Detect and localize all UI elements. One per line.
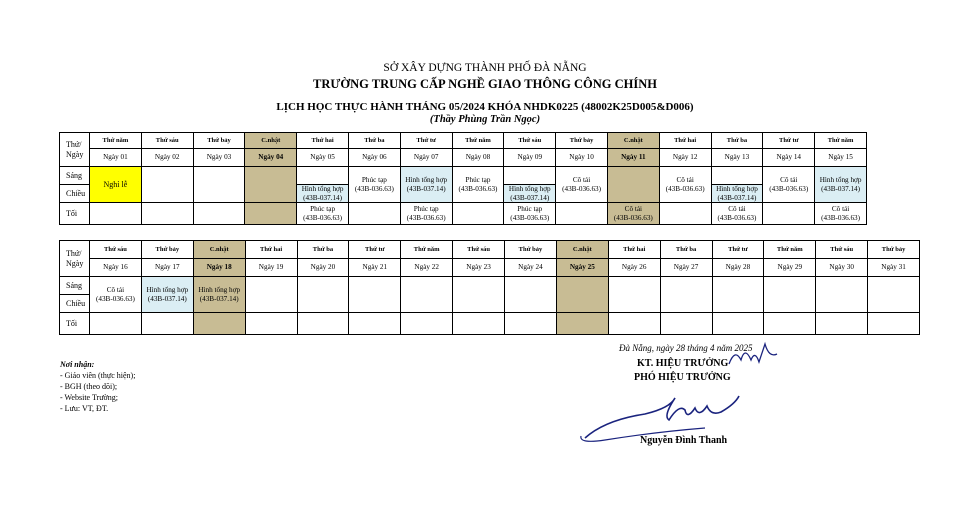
- weekday-cell: Thứ hai: [659, 133, 711, 149]
- session-cell: Cô tải (43B-036.63): [711, 203, 763, 225]
- schedule-cell: [556, 203, 608, 225]
- weekday-cell: Thứ năm: [452, 133, 504, 149]
- schedule-cell: [816, 277, 868, 313]
- weekday-cell: Thứ tư: [763, 133, 815, 149]
- day-cell: Ngày 30: [816, 259, 868, 277]
- schedule-cell: [868, 277, 920, 313]
- schedule-cell: [90, 313, 142, 335]
- weekday-cell: Thứ hai: [297, 133, 349, 149]
- holiday-cell: Nghỉ lễ: [90, 167, 142, 203]
- recipients-block: [60, 359, 135, 414]
- day-cell: Ngày 08: [452, 149, 504, 167]
- signer-name: Nguyễn Đình Thanh: [640, 435, 728, 446]
- schedule-cell: [452, 203, 504, 225]
- session-cell: Cô tải (43B-036.63): [763, 167, 815, 203]
- day-cell: Ngày 21: [349, 259, 401, 277]
- schedule-cell: [297, 277, 349, 313]
- row-label-afternoon: Chiều: [60, 185, 90, 203]
- weekday-cell: Thứ bảy: [868, 241, 920, 259]
- weekday-cell: Thứ sáu: [90, 241, 142, 259]
- day-cell: Ngày 06: [348, 149, 400, 167]
- weekday-cell: Thứ sáu: [141, 133, 193, 149]
- weekday-cell: Thứ năm: [815, 133, 867, 149]
- session-cell: Hình tổng hợp (43B-037.14): [504, 185, 556, 203]
- session-cell: Hình tổng hợp (43B-037.14): [141, 277, 193, 313]
- schedule-cell: [816, 313, 868, 335]
- session-cell: Hình tổng hợp (43B-037.14): [400, 167, 452, 203]
- session-cell: Hình tổng hợp (43B-037.14): [193, 277, 245, 313]
- day-cell: Ngày 10: [556, 149, 608, 167]
- school-name: TRƯỜNG TRUNG CẤP NGHỀ GIAO THÔNG CÔNG CHÍNH: [313, 77, 657, 91]
- session-cell: Phúc tạp (43B-036.63): [452, 167, 504, 203]
- row-label-afternoon: Chiều: [60, 295, 90, 313]
- weekday-cell: Thứ ba: [660, 241, 712, 259]
- session-cell: Phúc tạp (43B-036.63): [348, 167, 400, 203]
- row-label-day: Thứ/ Ngày: [60, 133, 90, 167]
- weekday-cell: Thứ tư: [712, 241, 764, 259]
- session-cell: Phúc tạp (43B-036.63): [297, 203, 349, 225]
- schedule-cell: [711, 167, 763, 185]
- weekday-cell: Thứ hai: [608, 241, 660, 259]
- session-cell: Hình tổng hợp (43B-037.14): [711, 185, 763, 203]
- day-cell: Ngày 13: [711, 149, 763, 167]
- schedule-cell: [245, 313, 297, 335]
- schedule-cell: [90, 203, 142, 225]
- weekday-cell: Thứ ba: [711, 133, 763, 149]
- schedule-cell: [453, 277, 505, 313]
- day-cell: Ngày 26: [608, 259, 660, 277]
- weekday-cell: Thứ tư: [400, 133, 452, 149]
- schedule-cell: [660, 313, 712, 335]
- day-cell: Ngày 04: [245, 149, 297, 167]
- schedule-cell: [608, 277, 660, 313]
- schedule-cell: [401, 313, 453, 335]
- session-cell: Hình tổng hợp (43B-037.14): [815, 167, 867, 203]
- weekday-cell: Thứ bảy: [141, 241, 193, 259]
- schedule-cell: [505, 313, 557, 335]
- schedule-cell: [712, 313, 764, 335]
- weekday-cell: Thứ sáu: [453, 241, 505, 259]
- schedule-cell: [453, 313, 505, 335]
- day-cell: Ngày 17: [141, 259, 193, 277]
- day-cell: Ngày 07: [400, 149, 452, 167]
- initial-mark: [725, 340, 785, 372]
- day-cell: Ngày 11: [607, 149, 659, 167]
- session-cell: Cô tải (43B-036.63): [659, 167, 711, 203]
- schedule-cell: [401, 277, 453, 313]
- schedule-title: LỊCH HỌC THỰC HÀNH THÁNG 05/2024 KHÓA NHDK0225 (48002K25D005&D006): [276, 101, 694, 113]
- day-cell: Ngày 14: [763, 149, 815, 167]
- department-name: SỞ XÂY DỰNG THÀNH PHỐ ĐÀ NẴNG: [383, 62, 587, 74]
- session-cell: Phúc tạp (43B-036.63): [400, 203, 452, 225]
- day-cell: Ngày 22: [401, 259, 453, 277]
- weekday-cell: Thứ bảy: [193, 133, 245, 149]
- schedule-cell: [193, 167, 245, 203]
- schedule-table-2: [59, 240, 920, 335]
- schedule-cell: [348, 203, 400, 225]
- weekday-cell: Thứ tư: [349, 241, 401, 259]
- day-cell: Ngày 01: [90, 149, 142, 167]
- row-label-day: Thứ/ Ngày: [60, 241, 90, 277]
- weekday-cell: C.nhật: [556, 241, 608, 259]
- weekday-cell: Thứ năm: [90, 133, 142, 149]
- day-cell: Ngày 23: [453, 259, 505, 277]
- schedule-cell: [297, 313, 349, 335]
- schedule-cell: [764, 313, 816, 335]
- session-cell: Cô tải (43B-036.63): [90, 277, 142, 313]
- weekday-cell: C.nhật: [193, 241, 245, 259]
- teacher-name: (Thầy Phùng Trần Ngọc): [429, 114, 541, 125]
- place-date: Đà Nẵng, ngày 28 tháng 4 năm 2025: [619, 343, 753, 353]
- day-cell: Ngày 28: [712, 259, 764, 277]
- row-label-morning: Sáng: [60, 167, 90, 185]
- weekday-cell: Thứ năm: [401, 241, 453, 259]
- day-cell: Ngày 24: [505, 259, 557, 277]
- day-cell: Ngày 03: [193, 149, 245, 167]
- schedule-cell: [712, 277, 764, 313]
- recipients-title: Nơi nhận:: [60, 360, 95, 369]
- schedule-cell: [193, 313, 245, 335]
- day-cell: Ngày 20: [297, 259, 349, 277]
- session-cell: Cô tải (43B-036.63): [607, 203, 659, 225]
- schedule-cell: [141, 203, 193, 225]
- schedule-cell: [245, 203, 297, 225]
- weekday-cell: Thứ sáu: [816, 241, 868, 259]
- schedule-cell: [660, 277, 712, 313]
- schedule-cell: [141, 167, 193, 203]
- session-cell: Cô tải (43B-036.63): [556, 167, 608, 203]
- weekday-cell: C.nhật: [607, 133, 659, 149]
- schedule-cell: [608, 313, 660, 335]
- schedule-cell: [505, 277, 557, 313]
- schedule-cell: [763, 203, 815, 225]
- schedule-cell: [556, 277, 608, 313]
- schedule-cell: [245, 277, 297, 313]
- day-cell: Ngày 16: [90, 259, 142, 277]
- recipient-item: - BGH (theo dõi);: [60, 382, 118, 391]
- recipient-item: - Website Trường;: [60, 393, 119, 402]
- weekday-cell: Thứ hai: [245, 241, 297, 259]
- row-label-evening: Tối: [60, 203, 90, 225]
- schedule-cell: [141, 313, 193, 335]
- day-cell: Ngày 29: [764, 259, 816, 277]
- recipient-item: - Lưu: VT, ĐT.: [60, 404, 109, 413]
- row-label-morning: Sáng: [60, 277, 90, 295]
- weekday-cell: Thứ năm: [764, 241, 816, 259]
- day-cell: Ngày 12: [659, 149, 711, 167]
- day-cell: Ngày 15: [815, 149, 867, 167]
- day-cell: Ngày 18: [193, 259, 245, 277]
- day-cell: Ngày 09: [504, 149, 556, 167]
- schedule-cell: [349, 313, 401, 335]
- schedule-cell: [297, 167, 349, 185]
- schedule-cell: [659, 203, 711, 225]
- day-cell: Ngày 27: [660, 259, 712, 277]
- day-cell: Ngày 19: [245, 259, 297, 277]
- weekday-cell: Thứ bảy: [505, 241, 557, 259]
- schedule-cell: [556, 313, 608, 335]
- schedule-cell: [193, 203, 245, 225]
- weekday-cell: Thứ ba: [297, 241, 349, 259]
- schedule-cell: [868, 313, 920, 335]
- row-label-evening: Tối: [60, 313, 90, 335]
- signer-title-2: PHÓ HIỆU TRƯỞNG: [634, 372, 731, 383]
- day-cell: Ngày 05: [297, 149, 349, 167]
- recipient-item: - Giáo viên (thực hiện);: [60, 371, 136, 380]
- schedule-cell: [349, 277, 401, 313]
- day-cell: Ngày 02: [141, 149, 193, 167]
- day-cell: Ngày 31: [868, 259, 920, 277]
- session-cell: Hình tổng hợp (43B-037.14): [297, 185, 349, 203]
- weekday-cell: Thứ ba: [348, 133, 400, 149]
- schedule-cell: [245, 167, 297, 203]
- schedule-cell: [607, 167, 659, 203]
- day-cell: Ngày 25: [556, 259, 608, 277]
- schedule-table-1: [59, 132, 867, 225]
- signer-title-1: KT. HIỆU TRƯỞNG: [637, 358, 729, 369]
- schedule-cell: [764, 277, 816, 313]
- weekday-cell: C.nhật: [245, 133, 297, 149]
- session-cell: Cô tải (43B-036.63): [815, 203, 867, 225]
- weekday-cell: Thứ sáu: [504, 133, 556, 149]
- session-cell: Phúc tạp (43B-036.63): [504, 203, 556, 225]
- schedule-cell: [504, 167, 556, 185]
- weekday-cell: Thứ bảy: [556, 133, 608, 149]
